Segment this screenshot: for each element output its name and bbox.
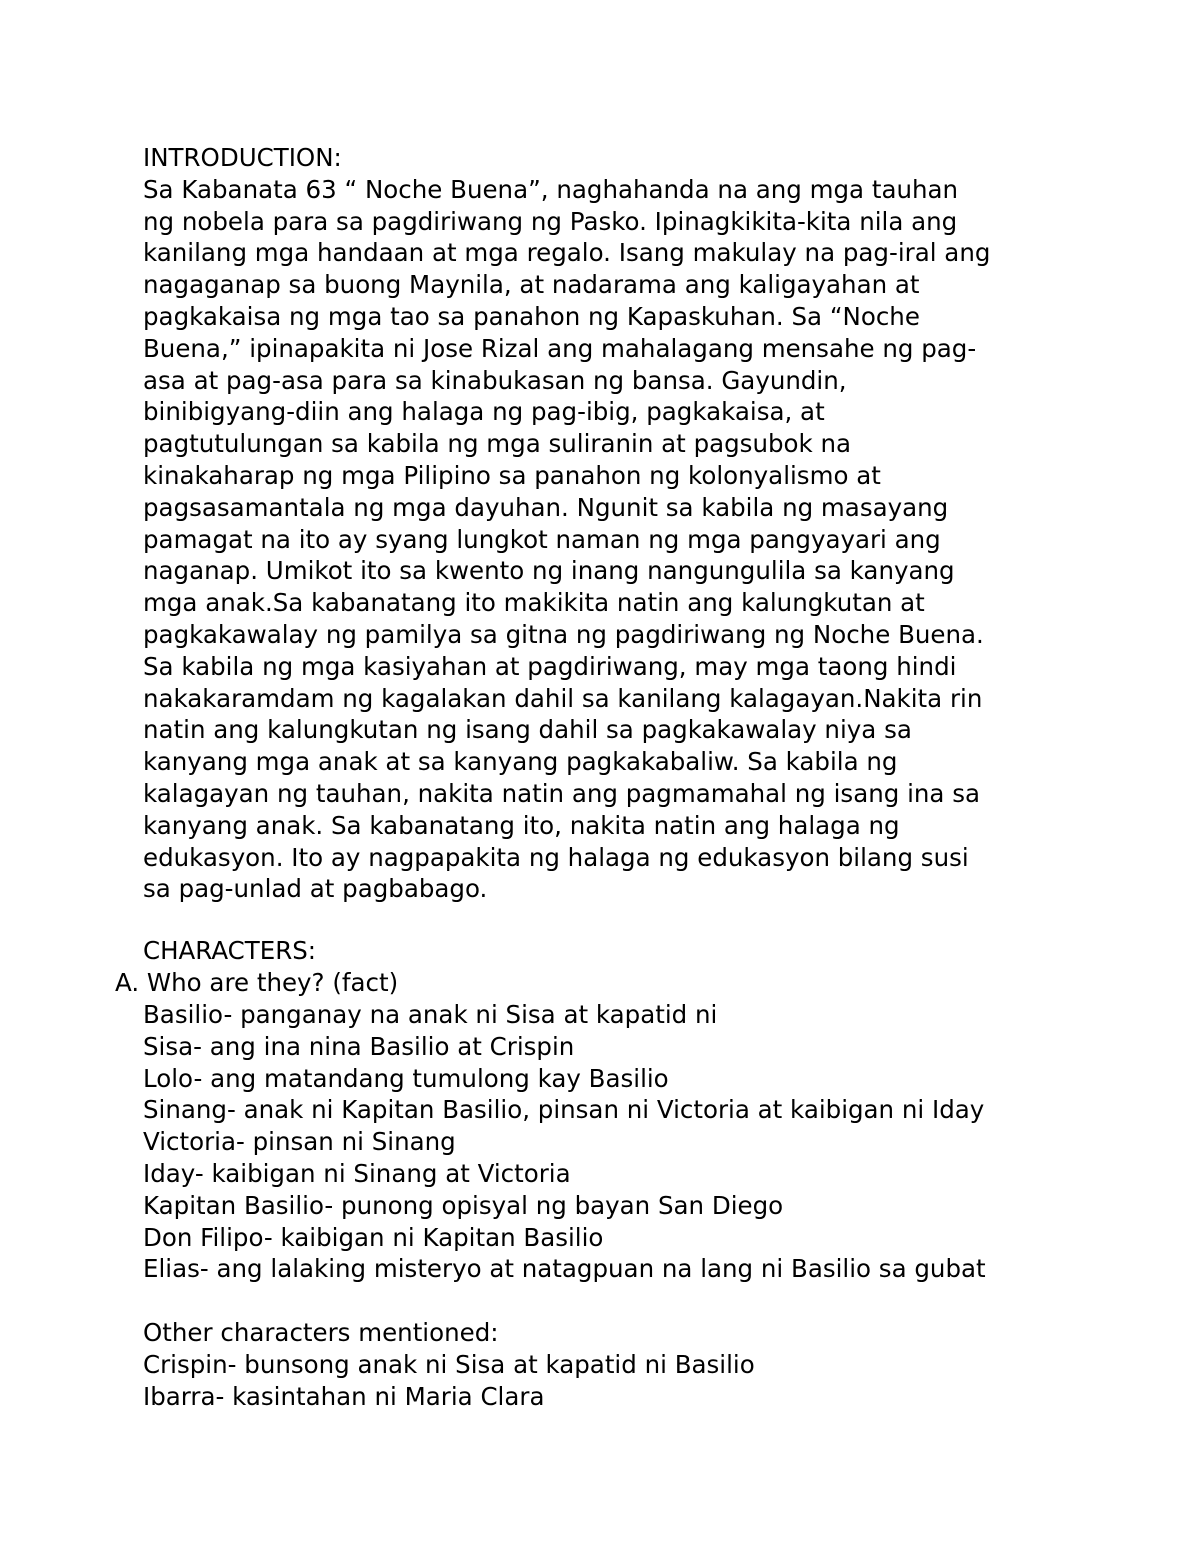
introduction-line: edukasyon. Ito ay nagpapakita ng halaga ng edukasyon bilang susi — [143, 842, 969, 872]
introduction-line: Sa Kabanata 63 “ Noche Buena”, naghahanda na ang mga tauhan — [143, 174, 959, 204]
introduction-line: pagsasamantala ng mga dayuhan. Ngunit sa kabila ng masayang — [143, 492, 949, 522]
introduction-line: kanilang mga handaan at mga regalo. Isang makulay na pag-iral ang — [143, 238, 991, 268]
introduction-line: pagkakawalay ng pamilya sa gitna ng pagdiriwang ng Noche Buena. — [143, 619, 984, 649]
character-item: Sinang- anak ni Kapitan Basilio, pinsan ni Victoria at kaibigan ni Iday — [143, 1095, 985, 1125]
characters-list — [143, 999, 1153, 1285]
other-characters-section — [143, 1317, 1153, 1412]
introduction-line: naganap. Umikot ito sa kwento ng inang nangungulila sa kanyang — [143, 556, 955, 586]
character-item: Elias- ang lalaking misteryo at natagpuan na lang ni Basilio sa gubat — [143, 1254, 986, 1284]
introduction-line: binibigyang-diin ang halaga ng pag-ibig, pagkakaisa, at — [143, 397, 825, 427]
introduction-line: kinakaharap ng mga Pilipino sa panahon ng kolonyalismo at — [143, 460, 881, 490]
character-item: Sisa- ang ina nina Basilio at Crispin — [143, 1031, 575, 1061]
introduction-line: Buena,” ipinapakita ni Jose Rizal ang mahalagang mensahe ng pag- — [143, 333, 977, 363]
other-character-item: Crispin- bunsong anak ni Sisa at kapatid ni Basilio — [143, 1349, 755, 1379]
introduction-line: mga anak.Sa kabanatang ito makikita natin ang kalungkutan at — [143, 588, 925, 618]
character-item: Kapitan Basilio- punong opisyal ng bayan San Diego — [143, 1190, 784, 1220]
introduction-line: pagkakaisa ng mga tao sa panahon ng Kapaskuhan. Sa “Noche — [143, 301, 920, 331]
introduction-line: kalagayan ng tauhan, nakita natin ang pagmamahal ng isang ina sa — [143, 778, 980, 808]
characters-heading: CHARACTERS: — [143, 936, 317, 965]
character-item: Lolo- ang matandang tumulong kay Basilio — [143, 1063, 669, 1093]
character-item: Iday- kaibigan ni Sinang at Victoria — [143, 1158, 571, 1188]
introduction-line: pamagat na ito ay syang lungkot naman ng mga pangyayari ang — [143, 524, 941, 554]
introduction-heading: INTRODUCTION: — [143, 143, 342, 172]
character-item: Basilio- panganay na anak ni Sisa at kapatid ni — [143, 1000, 718, 1029]
other-character-item: Ibarra- kasintahan ni Maria Clara — [143, 1381, 545, 1411]
characters-section — [143, 935, 1153, 967]
introduction-line: natin ang kalungkutan ng isang dahil sa pagkakawalay niya sa — [143, 715, 912, 745]
introduction-line: pagtutulungan sa kabila ng mga suliranin at pagsubok na — [143, 429, 852, 459]
character-item: Victoria- pinsan ni Sinang — [143, 1127, 456, 1157]
introduction-line: ng nobela para sa pagdiriwang ng Pasko. Ipinagkikita-kita nila ang — [143, 206, 958, 236]
characters-list-label: A. Who are they? (fact) — [115, 968, 399, 997]
other-characters-heading: Other characters mentioned: — [143, 1318, 499, 1347]
introduction-line: kanyang mga anak at sa kanyang pagkakabaliw. Sa kabila ng — [143, 747, 898, 777]
introduction-line: asa at pag-asa para sa kinabukasan ng bansa. Gayundin, — [143, 365, 847, 395]
introduction-line: Sa kabila ng mga kasiyahan at pagdiriwang, may mga taong hindi — [143, 651, 957, 681]
introduction-line: kanyang anak. Sa kabanatang ito, nakita natin ang halaga ng — [143, 810, 900, 840]
introduction-line: sa pag-unlad at pagbabago. — [143, 874, 488, 904]
introduction-line: nagaganap sa buong Maynila, at nadarama ang kaligayahan at — [143, 270, 920, 300]
character-item: Don Filipo- kaibigan ni Kapitan Basilio — [143, 1222, 604, 1252]
introduction-line: nakakaramdam ng kagalakan dahil sa kanilang kalagayan.Nakita rin — [143, 683, 983, 713]
introduction-section — [143, 142, 1153, 905]
